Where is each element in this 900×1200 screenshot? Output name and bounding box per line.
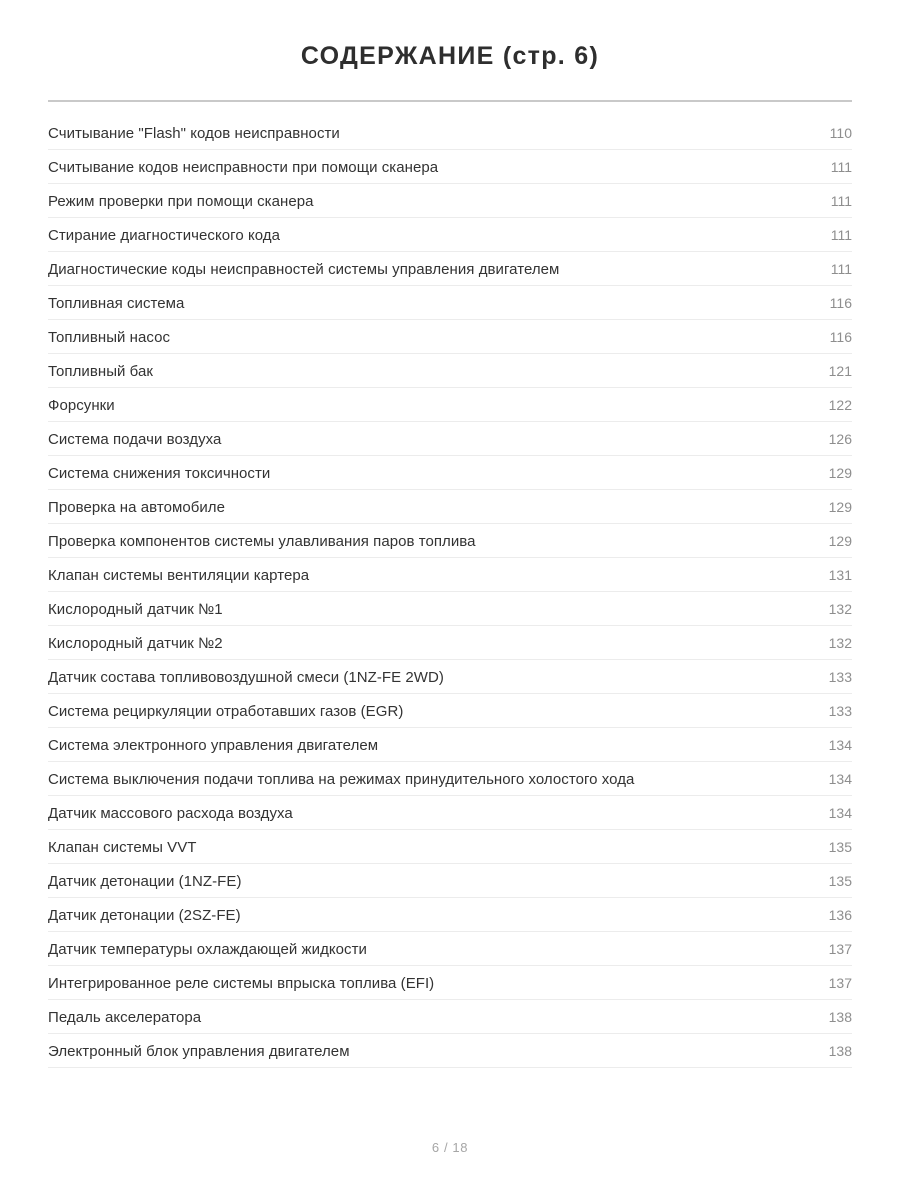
toc-entry-row[interactable]	[48, 728, 852, 762]
toc-entry-row[interactable]	[48, 592, 852, 626]
toc-entry-row[interactable]	[48, 524, 852, 558]
toc-entry-row[interactable]	[48, 150, 852, 184]
toc-entry-row[interactable]	[48, 864, 852, 898]
toc-entry-row[interactable]	[48, 1034, 852, 1068]
toc-entry-row[interactable]	[48, 796, 852, 830]
toc-entry-page-number: 110	[829, 125, 852, 141]
toc-entry-row[interactable]	[48, 252, 852, 286]
toc-entry-page-number: 121	[828, 363, 852, 379]
page-footer: 6 / 18	[431, 1140, 469, 1155]
toc-entry-page-number: 134	[828, 805, 852, 821]
toc-entry-title: Система снижения токсичности	[48, 465, 271, 482]
toc-entry-title: Интегрированное реле системы впрыска топлива (EFI)	[48, 975, 435, 992]
toc-entry-page-number: 116	[829, 329, 852, 345]
toc-entry-title: Система выключения подачи топлива на режимах принудительного холостого хода	[48, 771, 635, 788]
title-divider	[48, 100, 852, 102]
toc-entry-title: Система подачи воздуха	[48, 431, 222, 448]
toc-entry-row[interactable]	[48, 320, 852, 354]
toc-entry-page-number: 136	[828, 907, 852, 923]
toc-entry-title: Считывание кодов неисправности при помощи сканера	[48, 159, 439, 176]
toc-entry-row[interactable]	[48, 830, 852, 864]
table-of-contents-list	[48, 116, 852, 1068]
toc-entry-page-number: 132	[828, 635, 852, 651]
toc-entry-title: Клапан системы VVT	[48, 839, 197, 856]
toc-entry-page-number: 122	[828, 397, 852, 413]
toc-entry-page-number: 116	[829, 295, 852, 311]
toc-entry-page-number: 111	[830, 159, 852, 175]
toc-entry-row[interactable]	[48, 422, 852, 456]
toc-entry-title: Датчик детонации (2SZ-FE)	[48, 907, 241, 924]
toc-entry-title: Датчик температуры охлаждающей жидкости	[48, 941, 367, 958]
toc-entry-title: Датчик массового расхода воздуха	[48, 805, 293, 822]
toc-entry-page-number: 126	[828, 431, 852, 447]
toc-entry-title: Проверка компонентов системы улавливания паров топлива	[48, 533, 476, 550]
toc-entry-page-number: 111	[830, 193, 852, 209]
toc-entry-row[interactable]	[48, 354, 852, 388]
toc-entry-page-number: 135	[828, 873, 852, 889]
toc-entry-page-number: 132	[828, 601, 852, 617]
toc-entry-page-number: 134	[828, 771, 852, 787]
toc-entry-row[interactable]	[48, 626, 852, 660]
toc-entry-title: Диагностические коды неисправностей системы управления двигателем	[48, 261, 560, 278]
toc-entry-title: Кислородный датчик №2	[48, 635, 223, 652]
toc-entry-title: Датчик детонации (1NZ-FE)	[48, 873, 242, 890]
toc-entry-row[interactable]	[48, 1000, 852, 1034]
toc-entry-page-number: 129	[828, 533, 852, 549]
toc-entry-page-number: 131	[828, 567, 852, 583]
toc-entry-title: Стирание диагностического кода	[48, 227, 280, 244]
toc-entry-title: Форсунки	[48, 397, 115, 414]
toc-entry-row[interactable]	[48, 762, 852, 796]
toc-entry-row[interactable]	[48, 286, 852, 320]
toc-entry-title: Топливный насос	[48, 329, 171, 346]
page-title: СОДЕРЖАНИЕ (стр. 6)	[300, 42, 600, 70]
toc-entry-title: Педаль акселератора	[48, 1009, 202, 1026]
toc-entry-row[interactable]	[48, 898, 852, 932]
toc-entry-page-number: 137	[828, 975, 852, 991]
toc-entry-row[interactable]	[48, 456, 852, 490]
toc-entry-row[interactable]	[48, 932, 852, 966]
toc-entry-page-number: 129	[828, 499, 852, 515]
toc-entry-row[interactable]	[48, 694, 852, 728]
toc-entry-title: Топливный бак	[48, 363, 153, 380]
toc-entry-title: Кислородный датчик №1	[48, 601, 223, 618]
toc-entry-page-number: 111	[830, 261, 852, 277]
toc-entry-title: Проверка на автомобиле	[48, 499, 225, 516]
toc-entry-row[interactable]	[48, 490, 852, 524]
toc-entry-row[interactable]	[48, 218, 852, 252]
toc-entry-page-number: 129	[828, 465, 852, 481]
toc-entry-page-number: 111	[830, 227, 852, 243]
toc-entry-page-number: 133	[828, 703, 852, 719]
toc-entry-row[interactable]	[48, 388, 852, 422]
toc-entry-page-number: 133	[828, 669, 852, 685]
toc-entry-page-number: 137	[828, 941, 852, 957]
toc-entry-title: Клапан системы вентиляции картера	[48, 567, 310, 584]
toc-entry-page-number: 138	[828, 1009, 852, 1025]
toc-entry-page-number: 134	[828, 737, 852, 753]
toc-entry-title: Режим проверки при помощи сканера	[48, 193, 314, 210]
toc-entry-title: Система электронного управления двигателем	[48, 737, 379, 754]
toc-entry-page-number: 135	[828, 839, 852, 855]
toc-entry-row[interactable]	[48, 116, 852, 150]
toc-entry-row[interactable]	[48, 184, 852, 218]
toc-entry-title: Датчик состава топливовоздушной смеси (1NZ-FE 2WD)	[48, 669, 444, 686]
toc-entry-title: Система рециркуляции отработавших газов (EGR)	[48, 703, 404, 720]
toc-entry-title: Топливная система	[48, 295, 185, 312]
toc-entry-row[interactable]	[48, 660, 852, 694]
toc-entry-title: Электронный блок управления двигателем	[48, 1043, 350, 1060]
toc-entry-row[interactable]	[48, 966, 852, 1000]
toc-entry-row[interactable]	[48, 558, 852, 592]
toc-entry-title: Считывание "Flash" кодов неисправности	[48, 125, 340, 142]
toc-entry-page-number: 138	[828, 1043, 852, 1059]
